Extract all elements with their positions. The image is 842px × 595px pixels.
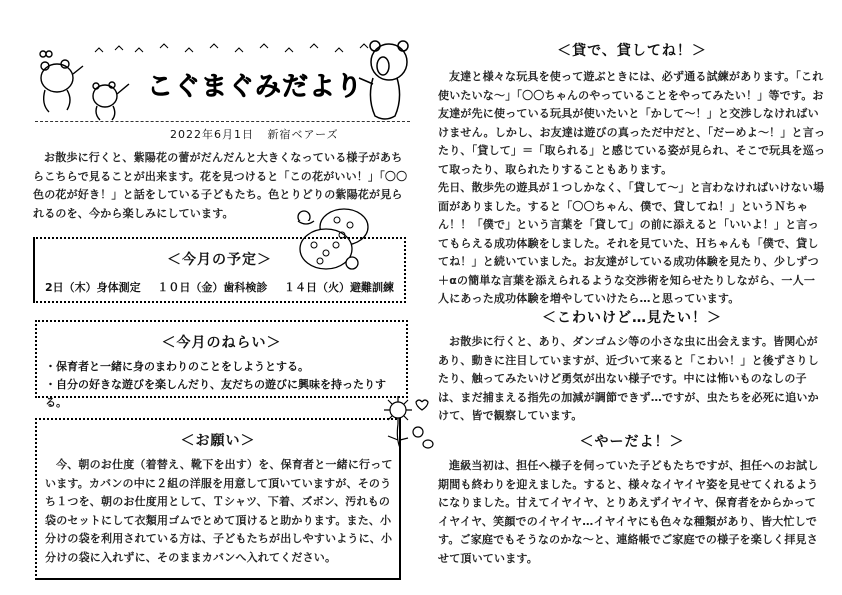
- section-title: ＜貸で、貸してね！＞: [557, 43, 707, 59]
- class-name: 新宿ベアーズ: [267, 128, 339, 141]
- schedule-box: [33, 237, 406, 303]
- newsletter-title: こぐまぐみだより: [147, 72, 364, 102]
- aim-item: ・ 保育者と一緒に身のまわりのことをしようとする。: [45, 358, 406, 376]
- aims-title: ＜今月のねらい＞: [161, 335, 282, 351]
- schedule-list: [35, 279, 404, 295]
- aim-item: ・ 自分の好きな遊びを楽しんだり、友だちの遊びに興味を持ったりする。: [45, 376, 406, 412]
- aims-box: [35, 320, 408, 409]
- section-paragraph: 先日、散歩先の遊具が１つしかなく、「貸して～」と言わなければいけない場面がありました。すると「〇〇ちゃん、僕で、貸してね！」というＮちゃん！！「僕で」という言葉を「貸して」の前に添えると「いいよ！」と言ってもらえる成功体験をしました。それを見ていた、Ｈちゃんも「僕で、貸してね！」と続いていました。お友達がしている成功体験を見たり、少しずつ＋αの簡単な言葉を添えられるような交渉術を知らせたりしながら、一人一人にあった成功体験を増やしていけたら…と思っています。: [438, 181, 825, 305]
- grass-border: [35, 109, 410, 122]
- aims-list: [37, 358, 406, 412]
- issue-date: 2022年6月1日: [170, 128, 254, 141]
- section-paragraph: 友達と様々な玩具を使って遊ぶときには、必ず通る試練があります。「これ使いたいな～」「〇〇ちゃんのやっていることをやってみたい！」等です。お友達が先に使っている玩具が使いたいと「かして～！」と交渉しなければいけません。しかし、お友達は遊びの真っただ中だと、「だーめよ～！」と言ったり、「貸して」＝「取られる」と感じている姿が見られ、そこで玩具を巡って取ったり、取られたりすることもあります。: [438, 70, 826, 176]
- section-scary: [438, 307, 826, 426]
- date-line: [170, 126, 339, 142]
- section-no: [438, 431, 826, 568]
- schedule-item: １４日（火）避難訓練: [284, 281, 394, 294]
- schedule-title: ＜今月の予定＞: [167, 252, 272, 268]
- request-body: 今、朝のお仕度（着替え、靴下を出す）を、保育者と一緒に行っています。カバンの中に２組の洋服を用意して頂いていますが、そのうち１つを、朝のお仕度用として、Ｔシャツ、下着、ズボン、汚れもの袋のセットにして衣類用ゴムでとめて頂けると助かります。また、小分けの袋を利用されている方は、子どもたちが出しやすいように、小分けの袋に入れずに、そのままカバンへ入れてください。: [45, 458, 393, 564]
- section-title: ＜こわいけど…見たい！＞: [542, 310, 722, 326]
- section-paragraph: 進級当初は、担任へ様子を伺っていた子どもたちですが、担任へのお試し期間も終わりを迎えました。すると、様々なイヤイヤ姿を見せてくれるようになりました。甘えてイヤイヤ、とりあえずイヤイヤ、保育者をからかってイヤイヤ、笑顔でのイヤイヤ…イヤイヤにも色々な種類があり、皆大忙しです。ご家庭でもそうなのかな～と、連絡帳でご家庭での様子を楽しく拝見させて頂いています。: [438, 459, 819, 565]
- request-box: [35, 418, 401, 580]
- dandelion-seeds-icon: [90, 40, 380, 60]
- section-paragraph: お散歩に行くと、あり、ダンゴムシ等の小さな虫に出会えます。皆関心があり、動きに注目していますが、近づいて来ると「こわい！」と後ずさりしたり、触ってみたいけど勇気が出ない様子です。中には怖いものなしの子は、まだ捕まえる指先の加減が調節できず…ですが、虫たちを必死に追いかけて、皆で観察しています。: [438, 335, 819, 422]
- schedule-item: １０日（金）歯科検診: [157, 281, 268, 294]
- header-banner: [35, 40, 410, 122]
- schedule-item: 2日（木）身体測定: [45, 281, 141, 294]
- section-share: [438, 40, 826, 309]
- request-title: ＜お願い＞: [180, 433, 256, 449]
- section-title: ＜やーだよ！＞: [579, 434, 685, 450]
- intro-paragraph: お散歩に行くと、紫陽花の蕾がだんだんと大きくなっている様子があちらこちらで見ることが出来ます。花を見つけると「この花がいい！」「〇〇色の花が好き！」と話をしている子どもたち。色とりどりの紫陽花が見られるのを、今から楽しみにしています。: [33, 151, 408, 220]
